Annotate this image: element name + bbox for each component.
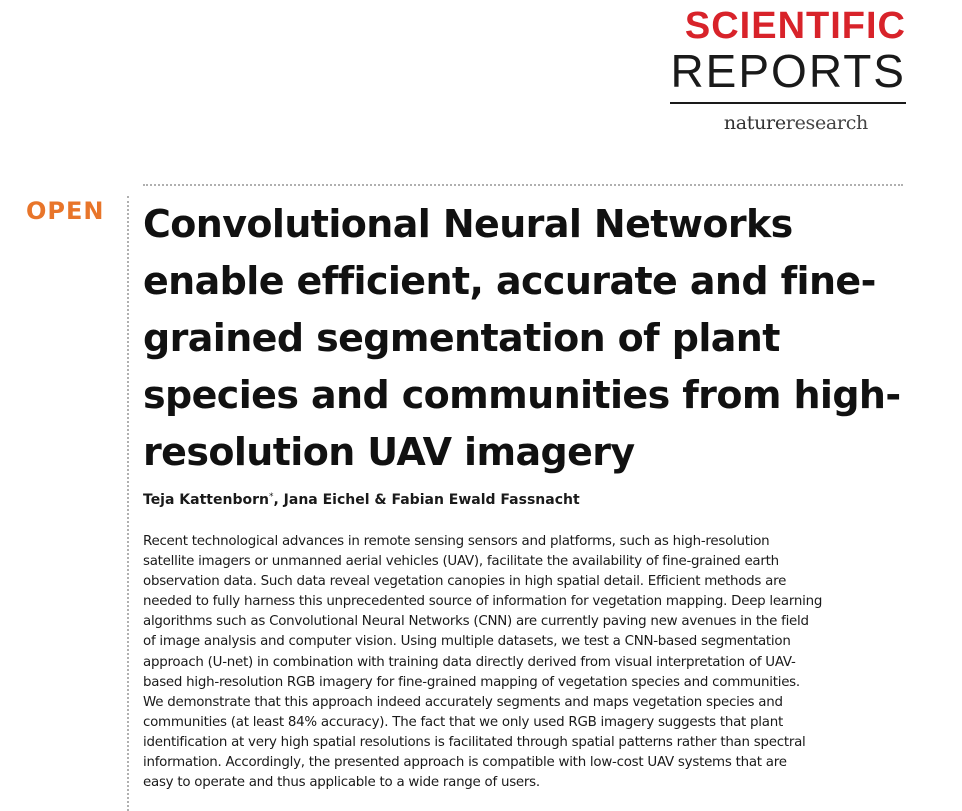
abstract-line: needed to fully harness this unprecedented source of information for vegetation mapping. Deep learning — [143, 594, 823, 610]
article-title: Convolutional Neural Networks enable efficient, accurate and fine-grained segmentation of plant species and communities from high-resolution UAV imagery — [143, 202, 901, 474]
journal-name-line1: SCIENTIFIC — [684, 5, 906, 47]
masthead-rule — [670, 102, 906, 104]
corresponding-author-marker[interactable]: * — [268, 492, 274, 502]
journal-name-line2: REPORTS — [670, 45, 906, 97]
abstract-line: We demonstrate that this approach indeed accurately segments and maps vegetation species and — [143, 694, 783, 710]
abstract-line: information. Accordingly, the presented approach is compatible with low-cost UAV systems that are — [143, 755, 787, 771]
margin-divider — [127, 196, 129, 811]
journal-masthead — [666, 6, 906, 134]
header-divider — [143, 184, 903, 186]
publisher-name-nature: nature — [723, 112, 786, 134]
abstract-line: observation data. Such data reveal vegetation canopies in high spatial detail. Efficient methods are — [143, 574, 787, 590]
abstract-line: Recent technological advances in remote sensing sensors and platforms, such as high-resolution — [143, 534, 770, 549]
publisher-logo — [666, 112, 906, 134]
open-access-label: OPEN — [26, 197, 105, 225]
abstract-line: of image analysis and computer vision. Using multiple datasets, we test a CNN-based segmentation — [143, 634, 791, 650]
abstract-line: communities (at least 84% accuracy). The fact that we only used RGB imagery suggests that plant — [143, 714, 783, 730]
author-link-kattenborn[interactable]: Teja Kattenborn — [143, 492, 269, 508]
abstract-line: algorithms such as Convolutional Neural Networks (CNN) are currently paving new avenues in the field — [143, 614, 809, 630]
abstract-line: based high-resolution RGB imagery for fine-grained mapping of vegetation species and communities. — [143, 674, 800, 690]
abstract-line: identification at very high spatial resolutions is facilitated through spatial patterns rather than spectral — [143, 734, 806, 750]
abstract-line: approach (U-net) in combination with training data directly derived from visual interpretation of UAV- — [143, 654, 796, 670]
publisher-name-research: research — [785, 112, 868, 134]
author-list-rest: , Jana Eichel & Fabian Ewald Fassnacht — [273, 492, 580, 508]
abstract — [143, 532, 913, 793]
abstract-line: satellite imagers or unmanned aerial vehicles (UAV), facilitate the availability of fine-grained earth — [143, 554, 779, 570]
author-list — [143, 492, 903, 508]
abstract-line: easy to operate and thus applicable to a wide range of users. — [143, 775, 540, 791]
